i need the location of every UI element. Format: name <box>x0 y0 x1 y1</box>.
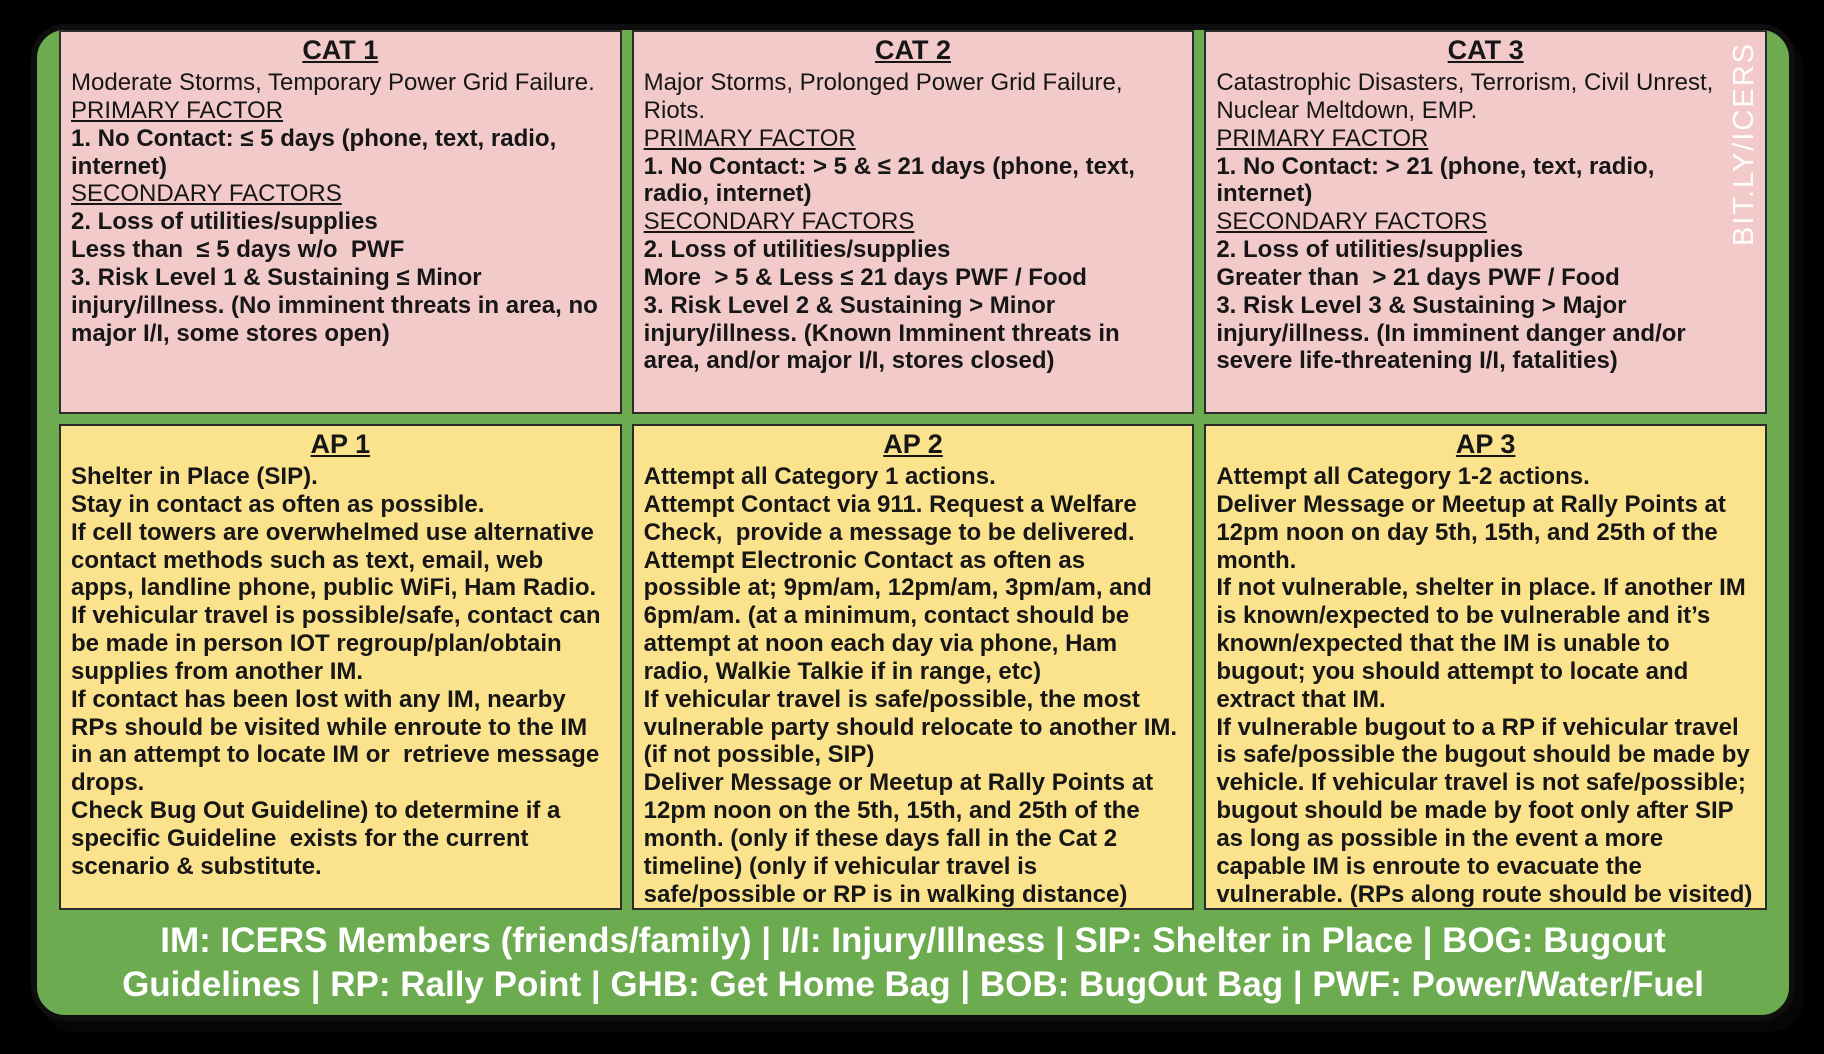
ap1-step: If cell towers are overwhelmed use alternative contact methods such as text, email, web apps, landline phone, public WiFi, Ham Radio. <box>71 518 601 602</box>
legend-footer <box>37 910 1789 1015</box>
cat2-secondary-factors-label: SECONDARY FACTORS <box>643 208 915 236</box>
cat3-title: CAT 3 <box>1447 35 1524 65</box>
cat2-primary-factor: 1. No Contact: > 5 & ≤ 21 days (phone, text, radio, internet) <box>643 152 1142 208</box>
cat1-primary-factor-label: PRIMARY FACTOR <box>71 96 284 124</box>
ap2-step: Deliver Message or Meetup at Rally Points at 12pm noon on the 5th, 15th, and 25th of the month. (only if these days fall in the Cat 2 timeline) (only if vehicular travel is safe/possible or RP is in walking distance) <box>643 769 1160 908</box>
cat3-secondary-factor: 2. Loss of utilities/supplies <box>1216 236 1524 264</box>
matrix-grid <box>59 30 1767 910</box>
ap3-title: AP 3 <box>1455 429 1516 459</box>
ap1-cell <box>59 424 622 910</box>
ap1-step: Stay in contact as often as possible. <box>71 490 485 518</box>
cat1-title: CAT 1 <box>302 35 379 65</box>
cat1-primary-factor: 1. No Contact: ≤ 5 days (phone, text, radio, internet) <box>71 124 563 180</box>
cat1-secondary-factors-label: SECONDARY FACTORS <box>71 180 342 208</box>
ap1-step: Check Bug Out Guideline) to determine if a specific Guideline exists for the current scenario & substitute. <box>71 797 568 880</box>
cat3-description: Catastrophic Disasters, Terrorism, Civil Unrest, Nuclear Meltdown, EMP. <box>1216 69 1721 124</box>
ap2-step: If vehicular travel is safe/possible, the most vulnerable party should relocate to another IM. (if not possible, SIP) <box>643 685 1184 769</box>
cat2-secondary-factor: 3. Risk Level 2 & Sustaining > Minor injury/illness. (Known Imminent threats in area, and/or major I/I, stores closed) <box>643 291 1127 375</box>
ap2-title: AP 2 <box>883 429 943 459</box>
ap2-step: Attempt Electronic Contact as often as possible at; 9pm/am, 12pm/am, 3pm/am, and 6pm/am. (at a minimum, contact should be attempt at noon each day via phone, Ham radio, Walkie Talkie if in range, etc) <box>643 546 1159 685</box>
ap3-step: Attempt all Category 1-2 actions. <box>1216 463 1590 491</box>
ap2-step: Attempt all Category 1 actions. <box>643 463 996 491</box>
cat1-secondary-factor: Less than ≤ 5 days w/o PWF <box>71 236 405 264</box>
ap2-step: Attempt Contact via 911. Request a Welfare Check, provide a message to be delivered. <box>643 490 1144 546</box>
cat2-title: CAT 2 <box>874 35 951 65</box>
icers-reference-card <box>31 24 1795 1021</box>
cat3-secondary-factor: Greater than > 21 days PWF / Food <box>1216 263 1620 291</box>
cat3-cell <box>1204 30 1767 414</box>
ap1-step: If contact has been lost with any IM, nearby RPs should be visited while enroute to the IM in an attempt to locate IM or retrieve message drops. <box>71 685 606 797</box>
cat3-primary-factor: 1. No Contact: > 21 (phone, text, radio, internet) <box>1216 152 1662 208</box>
ap1-step: Shelter in Place (SIP). <box>71 463 318 491</box>
cat2-cell <box>632 30 1195 414</box>
ap3-step: If not vulnerable, shelter in place. If another IM is known/expected to be vulnerable and it’s known/expected that the IM is unable to bugout; you should attempt to locate and extract that IM. <box>1216 574 1753 713</box>
cat1-secondary-factor: 3. Risk Level 1 & Sustaining ≤ Minor injury/illness. (No imminent threats in area, no major I/I, some stores open) <box>71 263 605 347</box>
legend-line-2: Guidelines | RP: Rally Point | GHB: Get Home Bag | BOB: BugOut Bag | PWF: Power/Water/Fuel <box>122 964 1704 1004</box>
cat2-primary-factor-label: PRIMARY FACTOR <box>643 124 856 152</box>
cat3-secondary-factor: 3. Risk Level 3 & Sustaining > Major injury/illness. (In imminent danger and/or severe life-threatening I/I, fatalities) <box>1216 291 1693 375</box>
legend-line-1: IM: ICERS Members (friends/family) | I/I: Injury/Illness | SIP: Shelter in Place | BOG: Bugout <box>160 921 1666 961</box>
cat2-secondary-factor: 2. Loss of utilities/supplies <box>643 236 951 264</box>
ap2-cell <box>632 424 1195 910</box>
cat1-secondary-factor: 2. Loss of utilities/supplies <box>71 208 378 236</box>
cat3-secondary-factors-label: SECONDARY FACTORS <box>1216 208 1488 236</box>
cat2-description: Major Storms, Prolonged Power Grid Failure, Riots. <box>643 69 1130 124</box>
cat2-secondary-factor: More > 5 & Less ≤ 21 days PWF / Food <box>643 263 1087 291</box>
cat1-cell <box>59 30 622 414</box>
bitly-icers-watermark: BIT.LY/ICERS <box>1728 42 1761 246</box>
ap3-step: Deliver Message or Meetup at Rally Points at 12pm noon on day 5th, 15th, and 25th of the month. <box>1216 490 1733 574</box>
ap1-step: If vehicular travel is possible/safe, contact can be made in person IOT regroup/plan/obtain supplies from another IM. <box>71 602 608 685</box>
ap1-title: AP 1 <box>310 429 371 459</box>
ap3-cell <box>1204 424 1767 910</box>
cat1-description: Moderate Storms, Temporary Power Grid Failure. <box>71 69 595 97</box>
ap3-step: If vulnerable bugout to a RP if vehicular travel is safe/possible the bugout should be made by vehicle. If vehicular travel is not safe/possible; bugout should be made by foot only after SIP as long as possible in the event a more capable IM is enroute to evacuate the vulnerable. (RPs along route should be visited) <box>1216 713 1757 908</box>
cat3-primary-factor-label: PRIMARY FACTOR <box>1216 124 1429 152</box>
